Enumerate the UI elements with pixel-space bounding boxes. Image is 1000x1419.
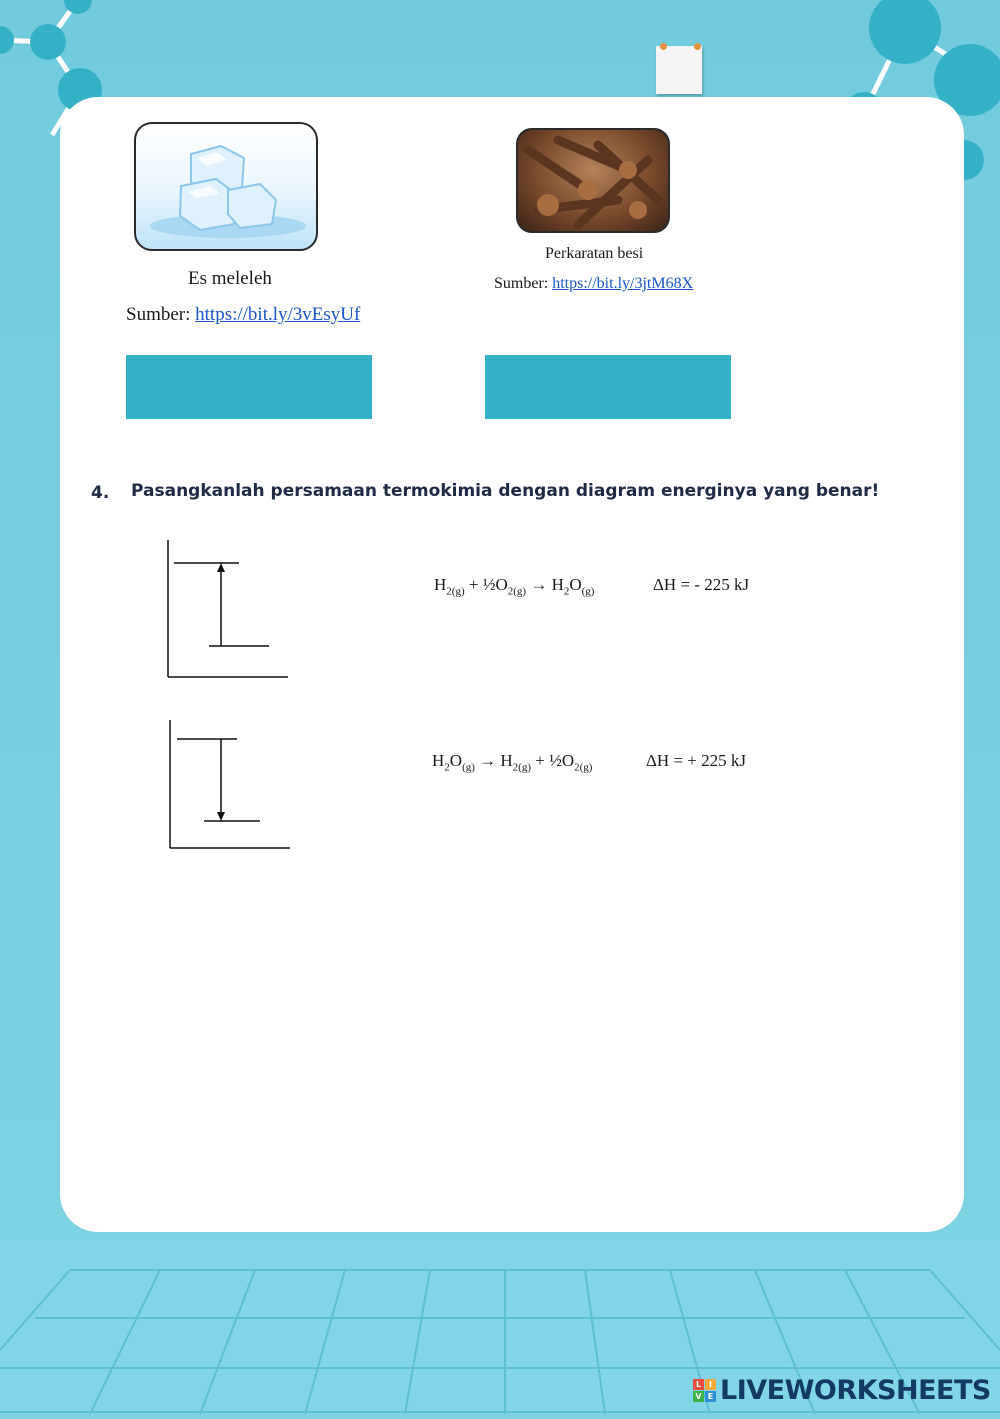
ice-source-link[interactable]: https://bit.ly/3vEsyUf bbox=[195, 304, 361, 325]
rust-source bbox=[494, 275, 693, 293]
ice-source bbox=[126, 304, 360, 326]
rust-source-link[interactable]: https://bit.ly/3jtM68X bbox=[552, 275, 694, 292]
energy-diagram-arrow-down-icon bbox=[160, 718, 295, 853]
rusty-nails-photo bbox=[516, 128, 670, 233]
delta-h-2: ΔH = + 225 kJ bbox=[646, 751, 746, 770]
question-number: 4. bbox=[91, 483, 110, 503]
delta-h-1: ΔH = - 225 kJ bbox=[653, 575, 750, 594]
answer-dropzone-2[interactable] bbox=[485, 355, 731, 419]
answer-dropzone-1[interactable] bbox=[126, 355, 372, 419]
ice-source-prefix: Sumber: bbox=[126, 304, 196, 325]
ice-cubes-photo bbox=[134, 122, 318, 251]
energy-diagram-arrow-up-icon bbox=[160, 538, 295, 683]
sticky-note-icon bbox=[656, 46, 702, 94]
equation-2: $H_2O_{(g)} \to H_{2(g)}$ + $\frac{1}{2}O_{2(g)}$ bbox=[432, 751, 593, 774]
rust-caption: Perkaratan besi bbox=[545, 245, 644, 262]
logo-mark-icon: L I V E bbox=[693, 1379, 716, 1402]
logo-text: LIVEWORKSHEETS bbox=[720, 1374, 991, 1406]
rust-source-prefix: Sumber: bbox=[494, 275, 553, 292]
question-text: Pasangkanlah persamaan termokimia dengan diagram energinya yang benar! bbox=[131, 481, 880, 501]
liveworksheets-logo[interactable] bbox=[693, 1372, 991, 1408]
equation-1: $H_{2(g)}$ + $\frac{1}{2}O_{2(g)} \to H_2O_{(g)}$ bbox=[434, 575, 595, 598]
ice-caption: Es meleleh bbox=[188, 268, 272, 289]
